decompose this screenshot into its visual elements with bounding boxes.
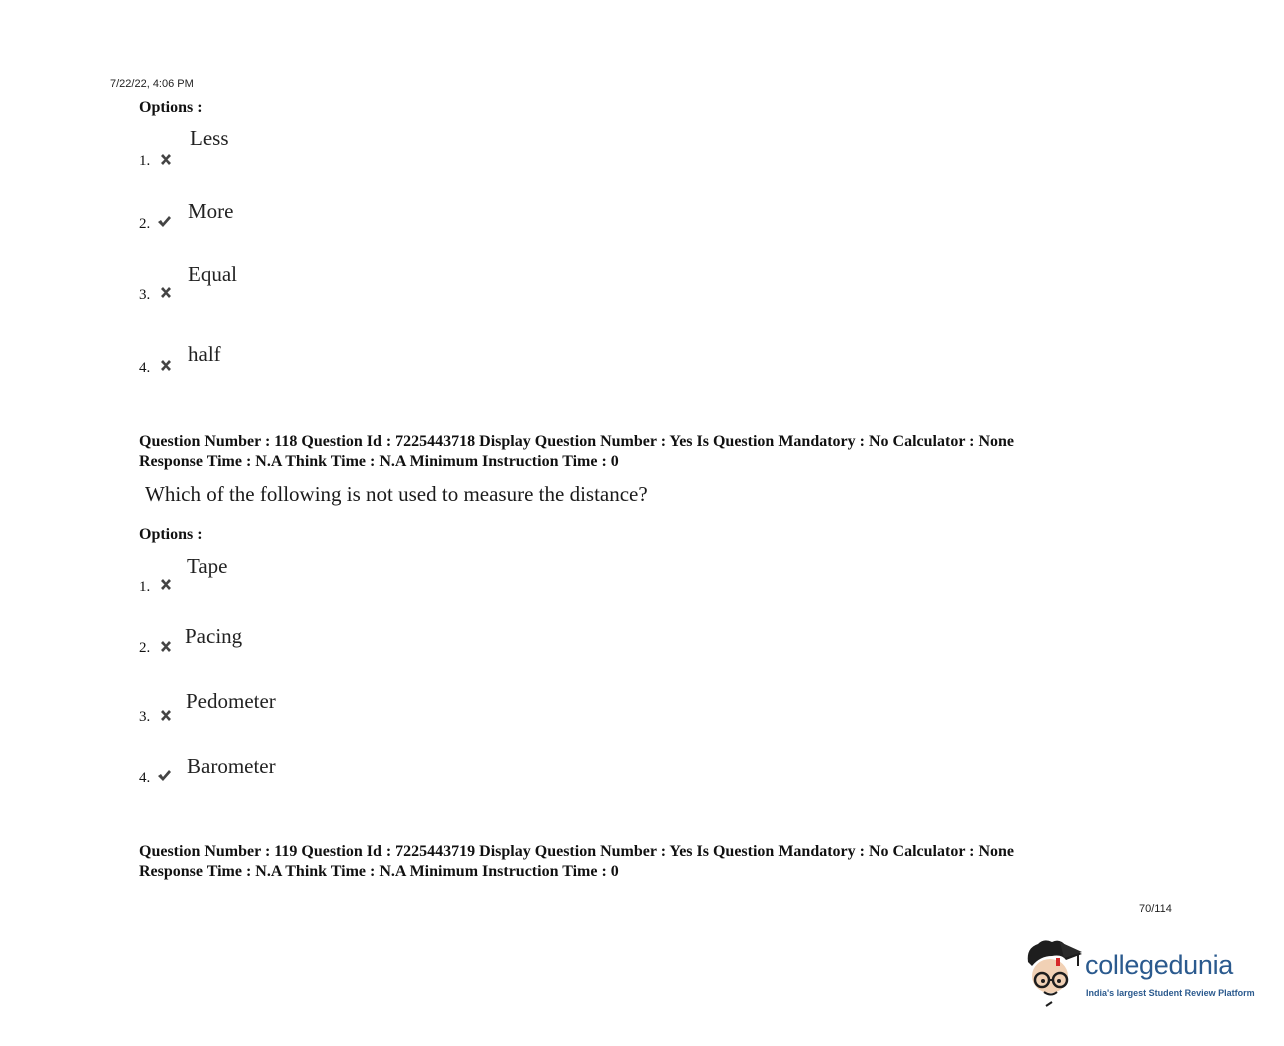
- option-number: 2.: [139, 640, 151, 656]
- option-text: half: [188, 342, 221, 366]
- options-label: Options :: [139, 526, 203, 543]
- option-text: Less: [190, 126, 229, 150]
- options-label: Options :: [139, 99, 203, 116]
- cross-icon: [158, 638, 174, 656]
- option-number: 4.: [139, 770, 151, 786]
- option-number: 1.: [139, 153, 151, 169]
- question-timing: Response Time : N.A Think Time : N.A Minimum Instruction Time : 0: [139, 863, 619, 880]
- option-text: Equal: [188, 262, 237, 286]
- cross-icon: [158, 284, 174, 302]
- option-number: 2.: [139, 216, 151, 232]
- page-number: 70/114: [1139, 903, 1172, 915]
- option-number: 4.: [139, 360, 151, 376]
- option-text: Tape: [187, 554, 228, 578]
- question-text: Which of the following is not used to measure the distance?: [145, 482, 648, 506]
- question-timing: Response Time : N.A Think Time : N.A Minimum Instruction Time : 0: [139, 453, 619, 470]
- logo-wordmark: collegedunia: [1085, 950, 1234, 980]
- option-text: More: [188, 199, 234, 223]
- logo-tagline: India's largest Student Review Platform: [1086, 988, 1255, 998]
- cross-icon: [158, 357, 174, 375]
- cross-icon: [158, 576, 174, 594]
- option-text: Pacing: [185, 624, 243, 648]
- check-icon: [156, 766, 172, 784]
- mascot-logo-icon: [1022, 936, 1084, 1010]
- question-meta: Question Number : 118 Question Id : 7225443718 Display Question Number : Yes Is Question Mandatory : No Calculator : None: [139, 433, 1015, 450]
- option-number: 3.: [139, 287, 151, 303]
- question-meta: Question Number : 119 Question Id : 7225443719 Display Question Number : Yes Is Question Mandatory : No Calculator : None: [139, 843, 1015, 860]
- cross-icon: [158, 151, 174, 169]
- cross-icon: [158, 707, 174, 725]
- option-text: Pedometer: [186, 689, 276, 713]
- option-number: 3.: [139, 709, 151, 725]
- option-text: Barometer: [187, 754, 276, 778]
- print-timestamp: 7/22/22, 4:06 PM: [110, 78, 194, 90]
- check-icon: [156, 212, 172, 230]
- option-number: 1.: [139, 579, 151, 595]
